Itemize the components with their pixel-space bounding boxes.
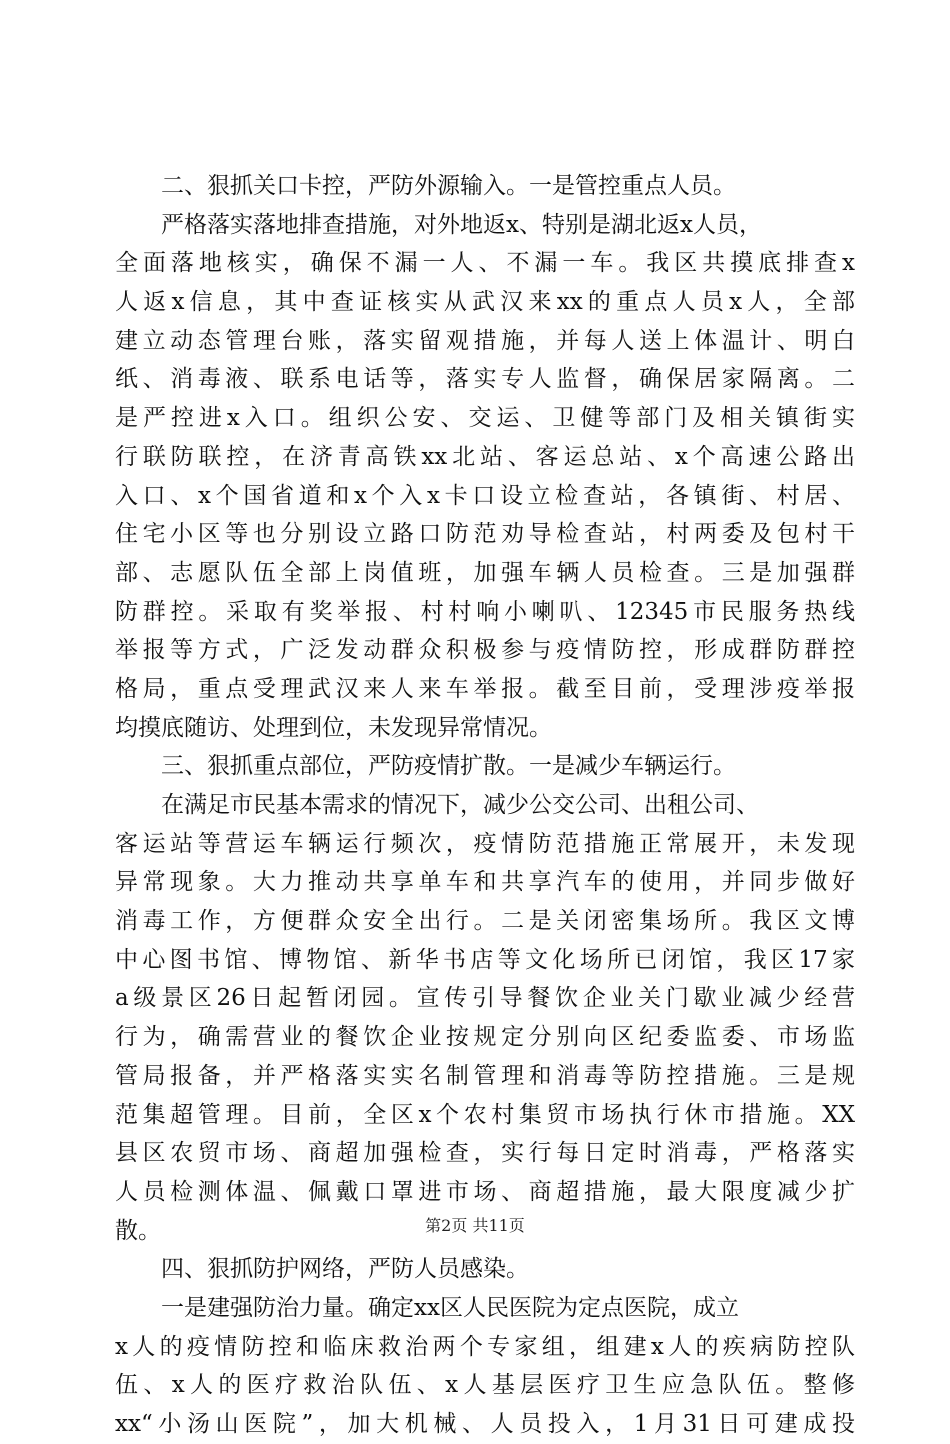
page-footer: 第2页 共11页 — [425, 1216, 525, 1235]
text-line: 人员检测体温、佩戴口罩进市场、商超措施，最大限度减少扩 — [115, 1178, 855, 1205]
text-line: 四、狠抓防护网络，严防人员感染。 — [115, 1256, 529, 1283]
text-line: 格局，重点受理武汉来人来车举报。截至目前，受理涉疫举报 — [115, 675, 855, 702]
text-line: xx“小汤山医院”，加大机械、人员投入，1月31日可建成投 — [115, 1411, 855, 1437]
text-line: 中心图书馆、博物馆、新华书店等文化场所已闭馆，我区17家 — [115, 946, 855, 973]
text-line: 举报等方式，广泛发动群众积极参与疫情防控，形成群防群控 — [115, 637, 855, 664]
text-line: 入口、x个国省道和x个入x卡口设立检查站，各镇街、村居、 — [115, 482, 855, 509]
text-line: 管局报备，并严格落实实名制管理和消毒等防控措施。三是规 — [115, 1062, 855, 1089]
text-line: 范集超管理。目前，全区x个农村集贸市场执行休市措施。XX — [115, 1101, 855, 1128]
text-line: 全面落地核实，确保不漏一人、不漏一车。我区共摸底排查x — [115, 250, 855, 277]
text-line: a级景区26日起暂闭园。宣传引导餐饮企业关门歇业减少经营 — [115, 985, 855, 1012]
text-line: x人的疫情防控和临床救治两个专家组，组建x人的疾病防控队 — [115, 1333, 855, 1360]
document-body — [115, 167, 855, 1444]
text-line: 消毒工作，方便群众安全出行。二是关闭密集场所。我区文博 — [115, 908, 855, 935]
text-line: 二、狠抓关口卡控，严防外源输入。一是管控重点人员。 — [115, 173, 736, 199]
text-line: 防群控。采取有奖举报、村村响小喇叭、12345市民服务热线 — [115, 598, 855, 625]
text-line: 客运站等营运车辆运行频次，疫情防范措施正常展开，未发现 — [115, 830, 855, 857]
text-line: 行为，确需营业的餐饮企业按规定分别向区纪委监委、市场监 — [115, 1024, 855, 1051]
text-line: 行联防联控，在济青高铁xx北站、客运总站、x个高速公路出 — [115, 443, 855, 470]
text-line: 是严控进x入口。组织公安、交运、卫健等部门及相关镇街实 — [115, 405, 855, 432]
text-line: 部、志愿队伍全部上岗值班，加强车辆人员检查。三是加强群 — [115, 559, 855, 586]
text-line: 一是建强防治力量。确定xx区人民医院为定点医院，成立 — [115, 1294, 739, 1321]
text-line: 建立动态管理台账，落实留观措施，并每人送上体温计、明白 — [115, 327, 855, 354]
text-line: 人返x信息，其中查证核实从武汉来xx的重点人员x人，全部 — [115, 289, 855, 316]
text-line: 纸、消毒液、联系电话等，落实专人监督，确保居家隔离。二 — [115, 366, 855, 393]
text-line: 伍、x人的医疗救治队伍、x人基层医疗卫生应急队伍。整修 — [115, 1372, 855, 1399]
text-line: 在满足市民基本需求的情况下，减少公交公司、出租公司、 — [115, 792, 759, 818]
text-line: 县区农贸市场、商超加强检查，实行每日定时消毒，严格落实 — [115, 1140, 855, 1167]
text-line: 严格落实落地排查措施，对外地返x、特别是湖北返x人员， — [115, 211, 762, 238]
text-line: 三、狠抓重点部位，严防疫情扩散。一是减少车辆运行。 — [115, 753, 736, 780]
text-line: 均摸底随访、处理到位，未发现异常情况。 — [115, 714, 552, 741]
text-line: 住宅小区等也分别设立路口防范劝导检查站，村两委及包村干 — [115, 521, 855, 548]
text-line: 散。 — [115, 1217, 161, 1244]
text-line: 异常现象。大力推动共享单车和共享汽车的使用，并同步做好 — [115, 869, 855, 896]
